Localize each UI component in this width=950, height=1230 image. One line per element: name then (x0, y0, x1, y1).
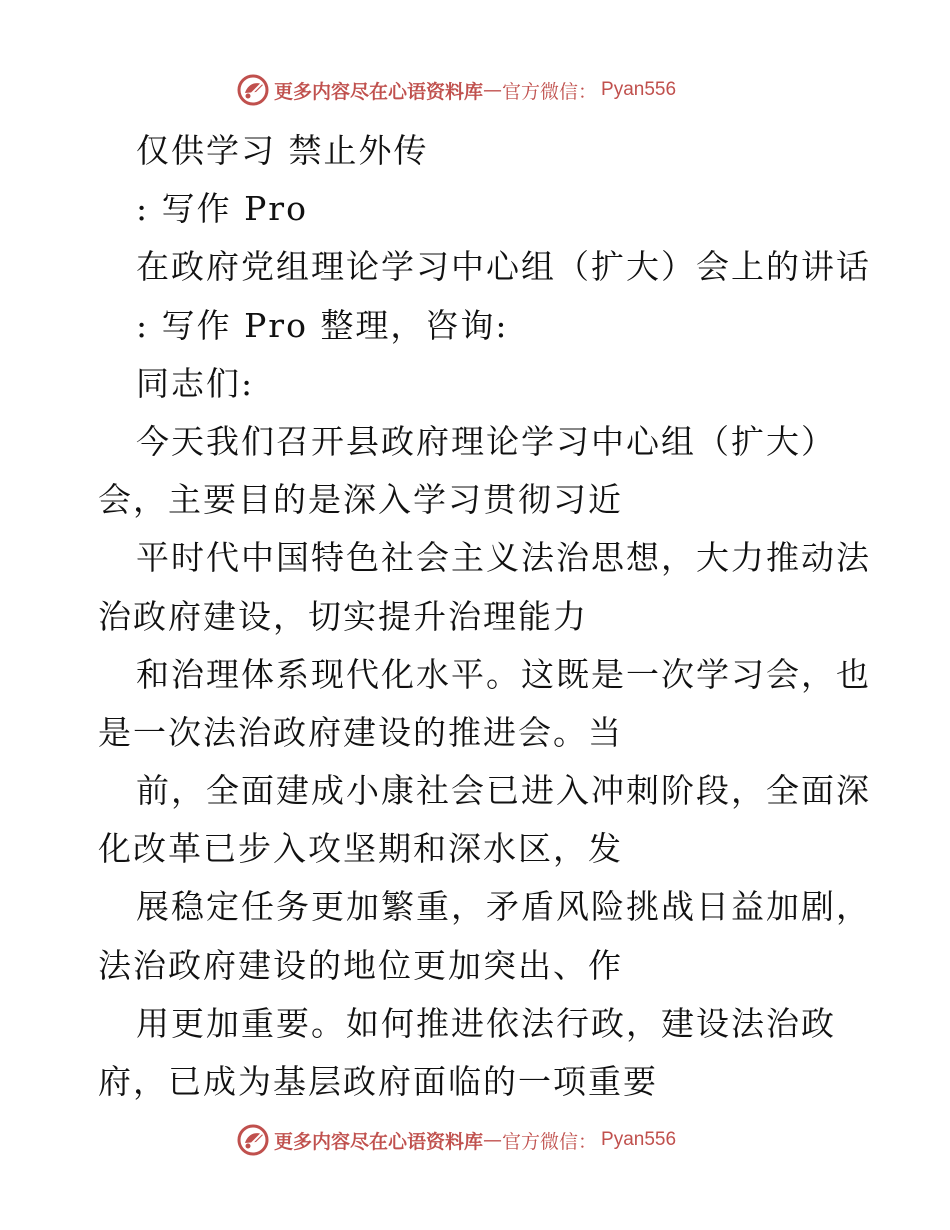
watermark-official-label: 官方微信： (502, 1130, 598, 1153)
text-line: 在政府党组理论学习中心组（扩大）会上的讲话 (136, 247, 871, 287)
text-line: : 写作 Pro 整理，咨询: (136, 305, 509, 345)
brand-logo-icon (236, 1123, 270, 1157)
text-line: 同志们: (136, 363, 255, 403)
text-line: 是一次法治政府建设的推进会。当 (98, 712, 623, 752)
text-line: 府，已成为基层政府面临的一项重要 (98, 1062, 658, 1101)
text-line: 用更加重要。如何推进依法行政，建设法治政 (136, 1003, 836, 1043)
watermark-text: 更多内容尽在心语资料库 (274, 80, 484, 103)
text-line: 平时代中国特色社会主义法治思想，大力推动法 (136, 538, 871, 578)
text-line: 化改革已步入攻坚期和深水区，发 (98, 829, 623, 869)
text-line: 前，全面建成小康社会已进入冲刺阶段，全面深 (136, 771, 871, 811)
watermark-wechat-id: Pyan556 (601, 1129, 677, 1150)
watermark-text: 更多内容尽在心语资料库 (274, 1130, 484, 1153)
text-line: 展稳定任务更加繁重，矛盾风险挑战日益加剧， (136, 887, 871, 927)
text-line: 今天我们召开县政府理论学习中心组（扩大） (136, 421, 836, 461)
watermark-official-label: 官方微信： (502, 80, 598, 103)
watermark-dash: — (483, 79, 503, 101)
document-body (98, 122, 871, 1111)
watermark-wechat-id: Pyan556 (601, 79, 677, 100)
text-line: : 写作 Pro (136, 189, 308, 229)
watermark-dash: — (483, 1129, 503, 1151)
brand-logo-icon (236, 73, 270, 107)
text-line: 治政府建设，切实提升治理能力 (98, 596, 588, 636)
text-line: 和治理体系现代化水平。这既是一次学习会，也 (136, 654, 871, 694)
header-watermark (236, 72, 676, 108)
footer-watermark (236, 1122, 676, 1158)
text-line: 法治政府建设的地位更加突出、作 (98, 945, 623, 985)
text-line: 仅供学习 禁止外传 (136, 131, 429, 170)
text-line: 会，主要目的是深入学习贯彻习近 (98, 480, 623, 520)
